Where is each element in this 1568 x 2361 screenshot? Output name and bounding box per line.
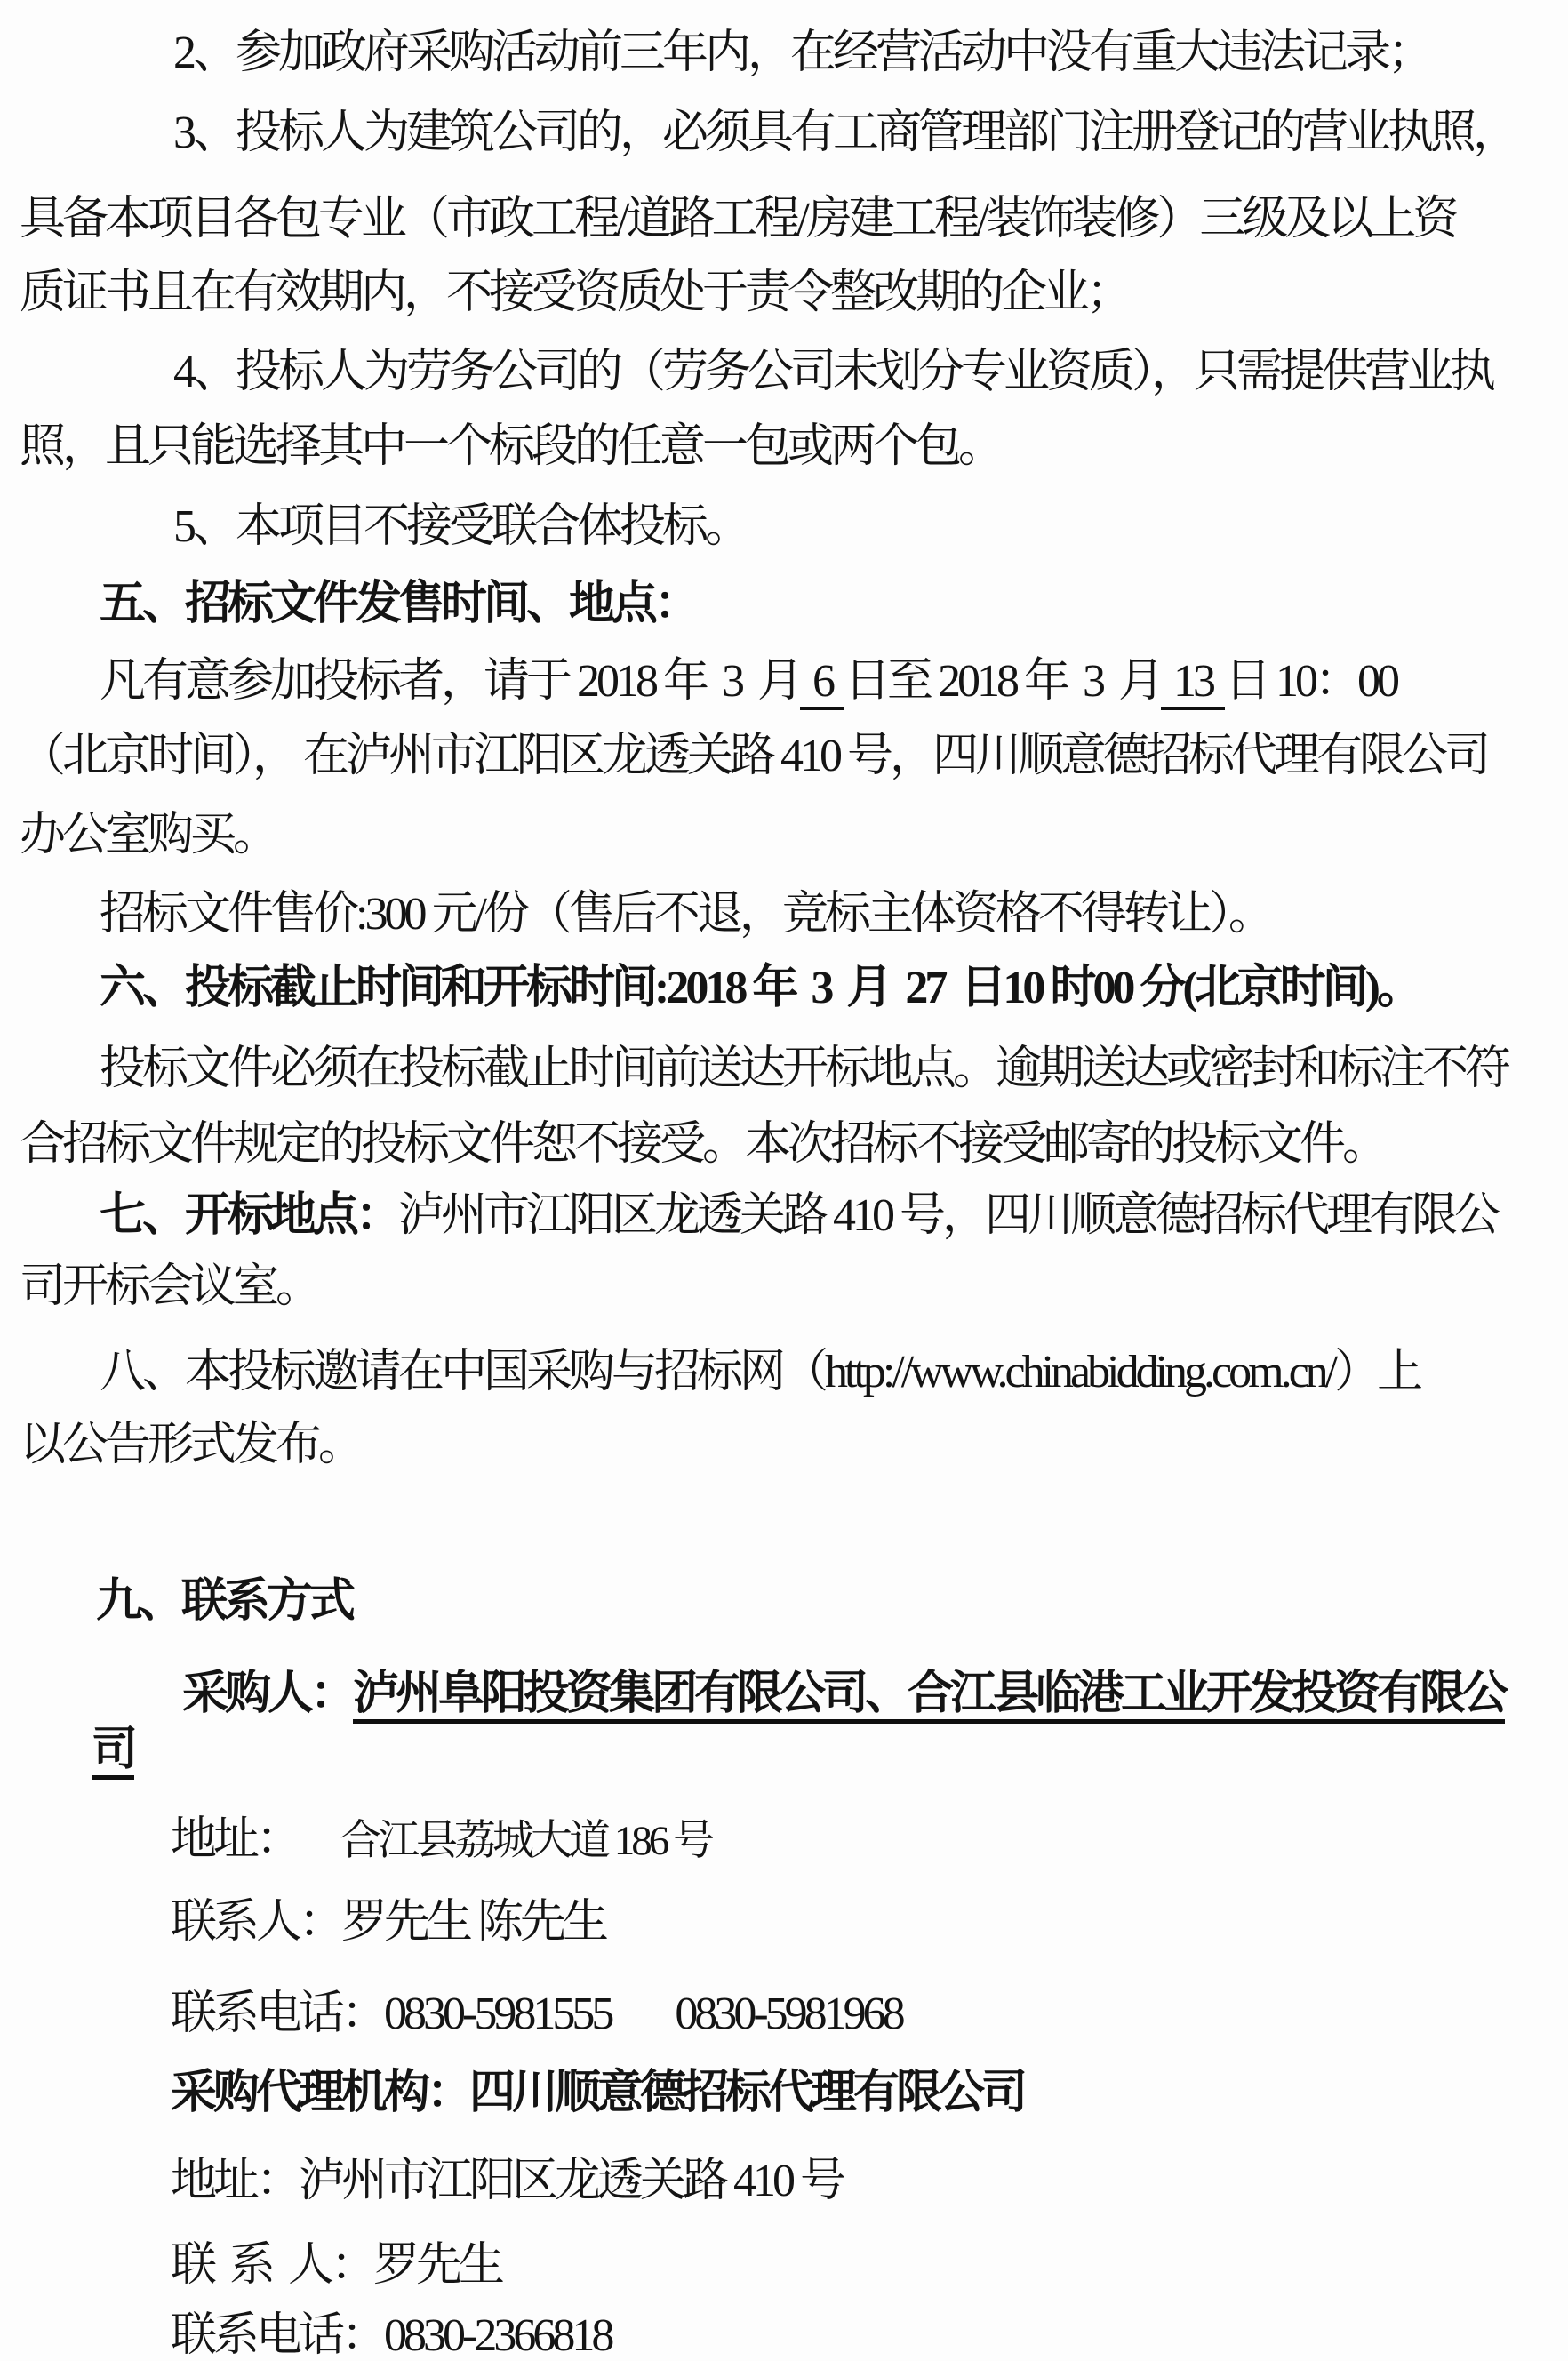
purchaser-address: 合江县荔城大道 186 号 (340, 1818, 712, 1864)
text-segment: 泸州市江阳区龙透关路 410 号，四川顺意德招标代理有限公 (398, 1190, 1498, 1241)
document-price-line (100, 888, 1271, 941)
text-segment: 2、参加政府采购活动前三年内，在经营活动中没有重大违法记录； (173, 28, 1431, 78)
text-segment: 司 (92, 1725, 134, 1780)
section-9-heading (96, 1575, 352, 1629)
item-3-line-1 (173, 107, 1516, 160)
text-segment: 4、投标人为劳务公司的（劳务公司未划分专业资质），只需提供营业执 (173, 347, 1493, 397)
purchaser-phone-line (171, 1988, 902, 2041)
text-segment: 司开标会议室。 (20, 1261, 319, 1312)
agency-address-line (171, 2155, 843, 2208)
text-segment: 联系电话：0830-2366818 (171, 2310, 612, 2361)
text-segment: 5、本项目不接受联合体投标。 (173, 501, 748, 552)
section-5-para-line-3 (20, 809, 276, 862)
purchaser-address-line (171, 1813, 711, 1867)
text-segment: 合招标文件规定的投标文件恕不接受。本次招标不接受邮寄的投标文件。 (20, 1119, 1386, 1170)
section-6-para-line-1 (100, 1043, 1508, 1096)
text-segment: 质证书且在有效期内，不接受资质处于责令整改期的企业； (20, 268, 1130, 318)
text-segment: 地址：泸州市江阳区龙透关路 410 号 (171, 2156, 844, 2206)
section-6-para-line-2 (20, 1118, 1385, 1172)
agency-contact-line (171, 2239, 501, 2293)
text-segment: ）上 (1334, 1347, 1420, 1397)
section-5-para-line-1 (100, 655, 1396, 708)
section-5-heading (100, 578, 697, 631)
item-4-line-2 (20, 420, 1001, 474)
text-segment: 具备本项目各包专业（市政工程/道路工程/房建工程/装饰装修）三级及以上资 (20, 194, 1456, 244)
text-segment: 照，且只能选择其中一个标段的任意一包或两个包。 (20, 421, 1002, 472)
text-segment: 日至 2018 年 3 月 (844, 656, 1162, 707)
text-segment: 投标文件必须在投标截止时间前送达开标地点。逾期送达或密封和标注不符 (100, 1044, 1508, 1094)
item-3-line-2 (20, 193, 1455, 246)
purchaser-names: 泸州阜阳投资集团有限公司、合江县临港工业开发投资有限公 (353, 1669, 1505, 1724)
purchaser-line-1 (182, 1668, 1505, 1721)
purchaser-contact-line (171, 1896, 605, 1949)
text-segment: 五、招标文件发售时间、地点： (100, 579, 698, 629)
sale-end-day: 13 (1161, 656, 1225, 710)
address-label: 地址： (171, 1814, 300, 1865)
section-8-line-1 (100, 1346, 1420, 1399)
text-segment: 联 系 人：罗先生 (171, 2240, 502, 2291)
agency-line (171, 2067, 1024, 2120)
text-segment: 六、投标截止时间和开标时间:2018 年 3 月 27 日10 时00 分(北京时间)。 (100, 963, 1420, 1013)
text-segment: 日 10：00 (1225, 656, 1397, 707)
purchaser-phone-2: 0830-5981968 (675, 1989, 902, 2039)
text-segment: 联系人：罗先生 陈先生 (171, 1897, 606, 1948)
purchaser-label: 采购人： (182, 1669, 354, 1719)
text-segment: 七、开标地点： (100, 1190, 399, 1241)
section-5-para-line-2 (20, 730, 1487, 783)
item-3-line-3 (20, 267, 1129, 320)
item-4-line-1 (173, 346, 1492, 399)
text-segment: 八、本投标邀请在中国采购与招标网（ (100, 1347, 826, 1397)
agency-phone-line (171, 2309, 611, 2361)
chinabidding-url: http://www.chinabidding.com.cn/ (825, 1347, 1335, 1397)
text-segment: 采购代理机构：四川顺意德招标代理有限公司 (171, 2068, 1025, 2118)
section-7-line-2 (20, 1261, 318, 1314)
item-2-line-1 (173, 27, 1430, 80)
text-segment: 3、投标人为建筑公司的，必须具有工商管理部门注册登记的营业执照， (173, 108, 1516, 158)
sale-start-day: 6 (800, 656, 844, 710)
item-5 (173, 500, 748, 554)
purchaser-line-2 (92, 1724, 134, 1777)
text-segment: 九、联系方式 (96, 1576, 353, 1627)
section-7-line-1 (100, 1189, 1497, 1243)
text-segment: 招标文件售价:300 元/份（售后不退，竞标主体资格不得转让）。 (100, 889, 1271, 940)
section-8-line-2 (20, 1419, 361, 1472)
text-segment: 以公告形式发布。 (20, 1420, 362, 1470)
section-6-heading (100, 962, 1420, 1015)
text-segment: 凡有意参加投标者，请于 2018 年 3 月 (100, 656, 801, 707)
text-segment: 联系电话：0830-5981555 (171, 1989, 612, 2039)
text-segment: 办公室购买。 (20, 810, 276, 860)
text-segment: （北京时间）， 在泸州市江阳区龙透关路 410 号，四川顺意德招标代理有限公司 (20, 731, 1488, 781)
